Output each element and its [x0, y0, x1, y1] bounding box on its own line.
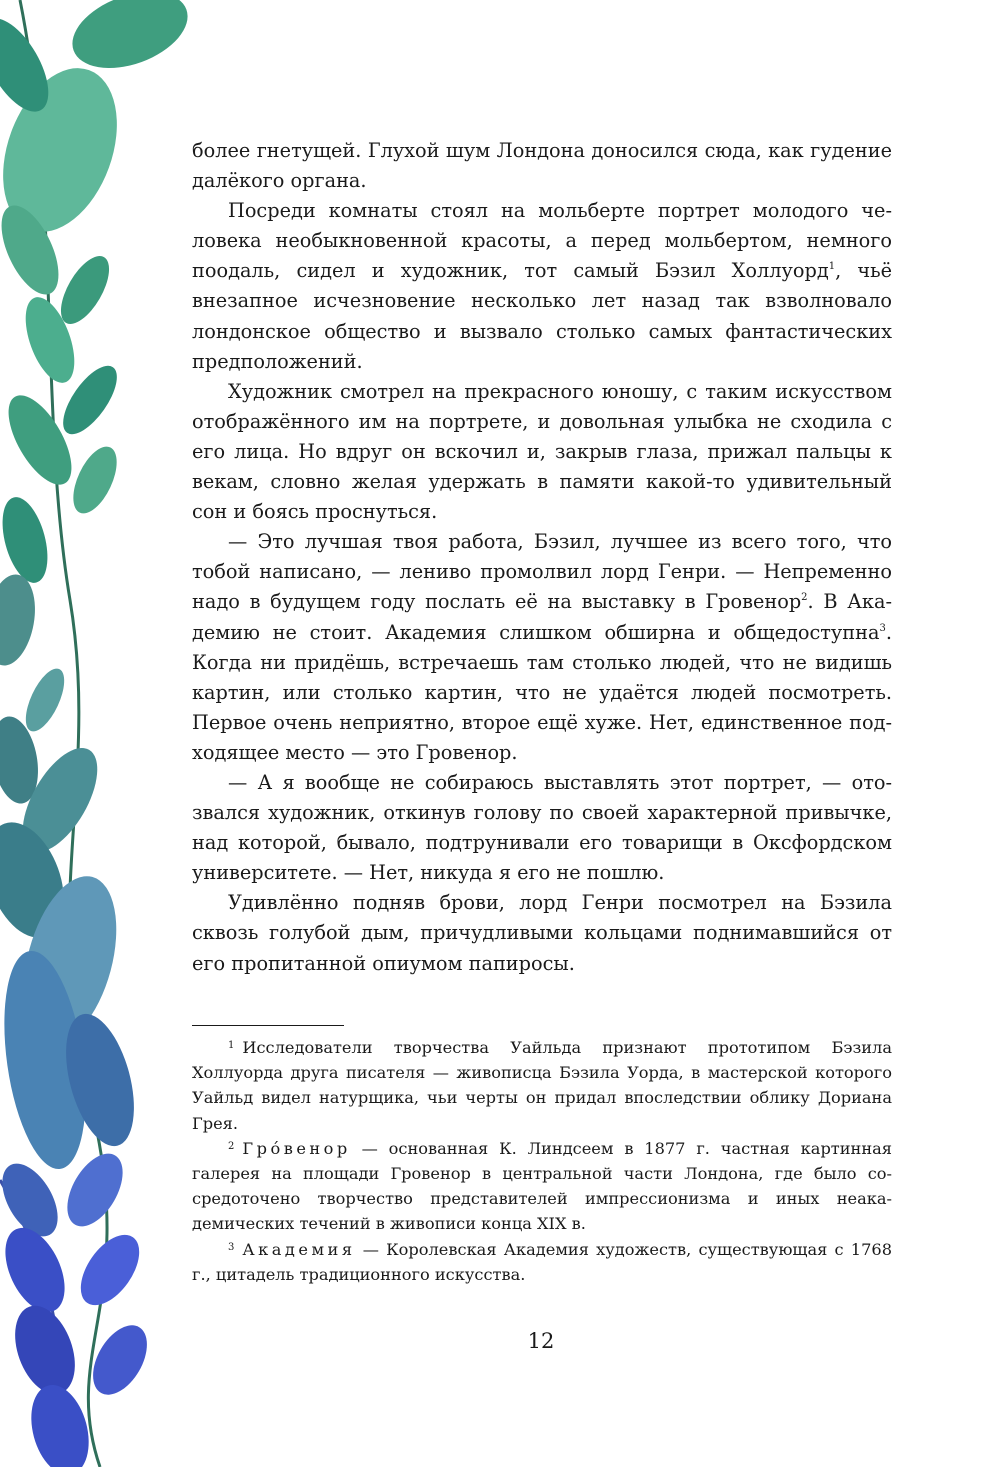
- paragraph: Удивлённо подняв брови, лорд Генри посмотрел на Бэзила сквозь голубой дым, причудливыми кольцами поднимавшийся от его пропитанной опиумом папиросы.: [192, 891, 892, 975]
- leaf-icon: [22, 1379, 98, 1467]
- footnote-mark: 3: [228, 1241, 235, 1253]
- body-text: [192, 136, 892, 979]
- footnote-mark: 2: [228, 1140, 235, 1152]
- leaf-icon: [64, 440, 125, 520]
- footnote: $^2$ Гро́венор — основанная К. Линдсеем в 1877 г. частная картинная галерея на площади Гровенор в центральной части Лондона, где было сосредоточено творчество представителей импрессионизма и иных неакадемических течений в живописи конца XIX в.: [192, 1138, 892, 1234]
- footnote: $^3$ Академия — Королевская Академия художеств, существующая с 1768 г., цитадель традиционного искусства.: [192, 1239, 892, 1284]
- paragraph: более гнетущей. Глухой шум Лондона доносился сюда, как гудение далёкого органа.: [192, 139, 892, 193]
- footnote-divider: [192, 1025, 344, 1026]
- leaf-icon: [0, 571, 42, 670]
- paragraph: Художник смотрел на прекрасного юношу, с таким искусством отображённого им на портрете, и довольная улыбка не сходила с его лица. Но вдруг он вскочил и, закрыв глаза, прижал пальцы к векам, словно желая удержать в памяти какой-то удивительный сон и боясь проснуться.: [192, 379, 892, 524]
- page-number: 12: [527, 1329, 555, 1353]
- footnote-ref[interactable]: 1: [828, 261, 836, 273]
- footnote-term: Гро́венор: [242, 1138, 351, 1158]
- paragraph: Посреди комнаты стоял на мольберте портрет молодого человека необыкновенной красоты, а перед мольбертом, немного поодаль, сидел и художник, тот самый Бэзил Холлуорд$^1$, чьё внезапное исчезновение несколько лет назад так взволновало лондонское общество и вызвало столько самых фантастических предположений.: [192, 199, 892, 373]
- footnote-ref[interactable]: 2: [801, 592, 808, 604]
- footnote-mark: 1: [228, 1040, 235, 1051]
- footnote-term: Академия: [242, 1239, 356, 1259]
- paragraph: — А я вообще не собираюсь выставлять этот портрет, — отозвался художник, откинув голову по своей характерной привычке, над которой, бывало, подтрунивали его товарищи в Оксфордском университете. — Нет, никуда я его не пошлю.: [192, 770, 892, 885]
- footnote-ref[interactable]: 3: [879, 622, 886, 634]
- leaf-icon: [0, 492, 56, 587]
- leaf-icon: [69, 1225, 151, 1316]
- leaf-icon: [82, 1316, 158, 1404]
- footnotes: [192, 1035, 892, 1287]
- leaf-icon: [4, 1298, 86, 1403]
- leaf-icon: [18, 663, 72, 736]
- footnote: $^1$ Исследователи творчества Уайльда признают прототипом Бэзила Холлуорда друга писателя — живописца Бэзила Уорда, в мастерской которого Уайльд видел натурщика, чьи черты он придал впоследствии облику Дориана Грея.: [192, 1038, 892, 1133]
- paragraph: — Это лучшая твоя работа, Бэзил, лучшее из всего того, что тобой написано, — лениво промолвил лорд Генри. — Непременно надо в будущем году послать её на выставку в Гровенор$^2$. В Академию не стоит. Академия слишком обширна и общедоступна$^3$. Когда ни придёшь, встречаешь там столько людей, что не видишь картин, или столько картин, что не удаётся людей посмотреть. Первое очень неприятно, второе ещё хуже. Нет, единственное подходящее место — это Гровенор.: [192, 530, 892, 764]
